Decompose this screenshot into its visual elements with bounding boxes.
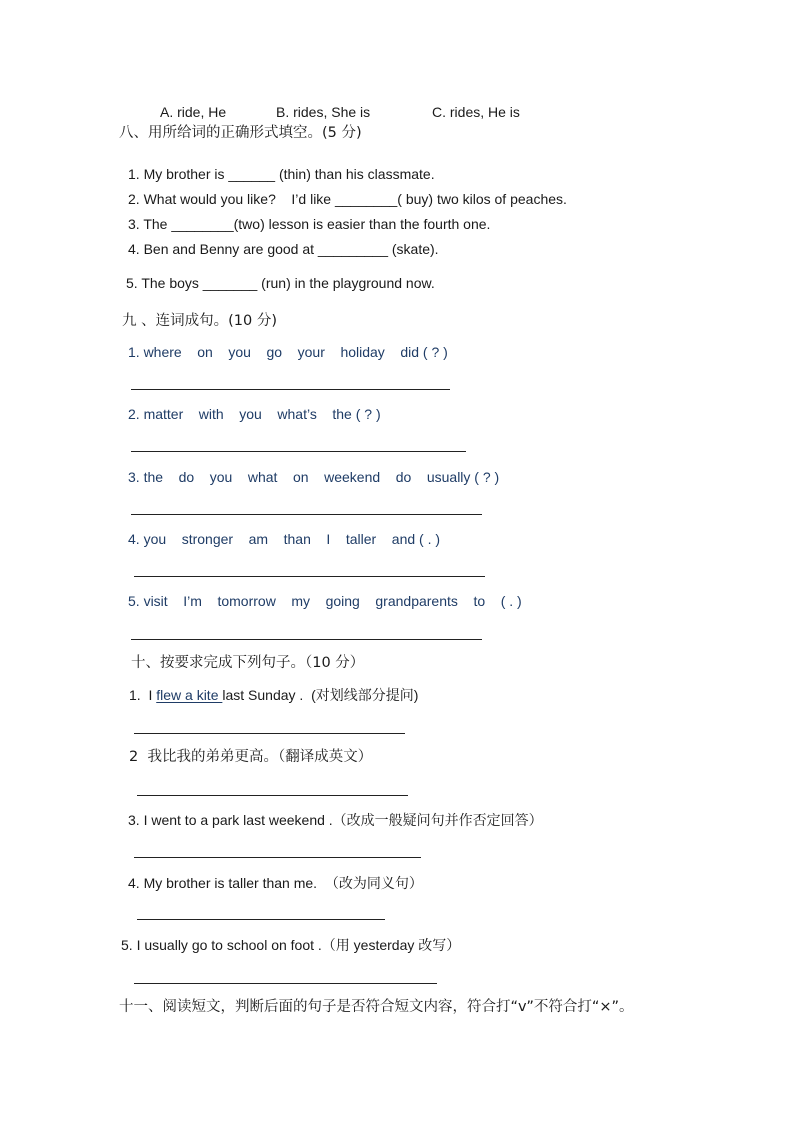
s10-answer-line-5[interactable]: [134, 983, 437, 984]
s10-answer-line-3[interactable]: [134, 857, 421, 858]
section-9-title: 九 、连词成句。(10 分): [122, 313, 277, 329]
s10-answer-line-1[interactable]: [134, 733, 405, 734]
s10-item-3: 3. I went to a park last weekend .（改成一般疑问句并作否定回答）: [128, 812, 543, 828]
s10-answer-line-2[interactable]: [137, 795, 408, 796]
section-10-title: 十、按要求完成下列句子。（10 分）: [131, 655, 365, 671]
option-c: C. rides, He is: [432, 104, 520, 120]
s9-answer-line-3[interactable]: [131, 514, 482, 515]
s10-item-1-pre: 1. I: [129, 687, 157, 703]
section-11-title: 十一、阅读短文，判断后面的句子是否符合短文内容，符合打“v”不符合打“×”。: [119, 999, 634, 1015]
s8-item-3: 3. The ________(two) lesson is easier than the fourth one.: [128, 216, 491, 232]
s10-item-1-post: last Sunday . (对划线部分提问): [222, 687, 419, 703]
s10-item-4: 4. My brother is taller than me. （改为同义句）: [128, 875, 423, 891]
s10-item-2: 2 我比我的弟弟更高。（翻译成英文）: [129, 749, 373, 765]
s9-item-4: 4. you stronger am than I taller and ( . ): [128, 531, 441, 547]
s8-item-4: 4. Ben and Benny are good at _________ (skate).: [128, 241, 439, 257]
s9-item-3: 3. the do you what on weekend do usually ( ? ): [128, 469, 500, 485]
s9-item-2: 2. matter with you what’s the ( ? ): [128, 406, 381, 422]
s10-item-1-underlined: flew a kite: [156, 687, 223, 703]
s9-answer-line-2[interactable]: [131, 451, 466, 452]
s9-answer-line-1[interactable]: [131, 389, 450, 390]
option-a: A. ride, He: [160, 104, 227, 120]
s10-item-1: [129, 686, 418, 704]
s8-item-1: 1. My brother is ______ (thin) than his classmate.: [128, 166, 435, 182]
s9-item-5: 5. visit I’m tomorrow my going grandparents to ( . ): [128, 593, 522, 609]
s8-item-5: 5. The boys _______ (run) in the playground now.: [126, 275, 435, 291]
section-8-title: 八、用所给词的正确形式填空。(5 分): [119, 125, 362, 141]
s9-item-1: 1. where on you go your holiday did ( ? ): [128, 344, 448, 360]
s9-answer-line-4[interactable]: [134, 576, 485, 577]
s10-item-5: 5. I usually go to school on foot .（用 yesterday 改写）: [121, 937, 461, 953]
option-b: B. rides, She is: [276, 104, 371, 120]
s8-item-2: 2. What would you like? I’d like ________( buy) two kilos of peaches.: [128, 191, 567, 207]
s9-answer-line-5[interactable]: [131, 639, 482, 640]
s10-answer-line-4[interactable]: [137, 919, 385, 920]
